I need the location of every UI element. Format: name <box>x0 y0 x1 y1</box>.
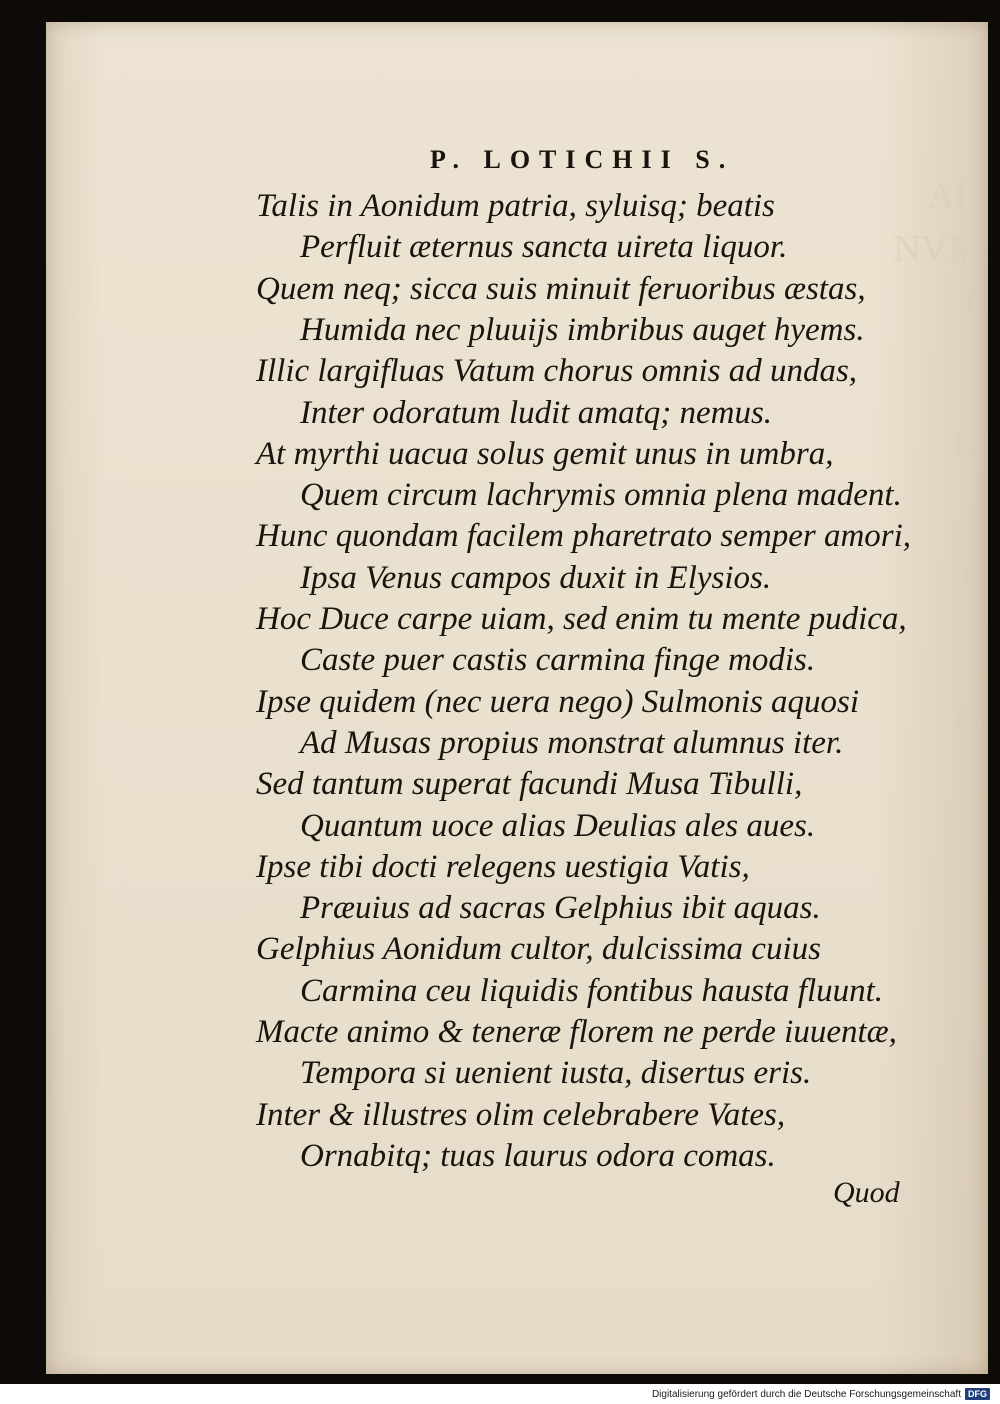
verse-line: Ipse quidem (nec uera nego) Sulmonis aquosi <box>256 683 860 720</box>
verse-line: Ipse tibi docti relegens uestigia Vatis, <box>256 848 750 885</box>
verse-line: Sed tantum superat facundi Musa Tibulli, <box>256 766 803 803</box>
verse-line-indented: Ad Musas propius monstrat alumnus iter. <box>300 724 844 761</box>
verse-line-indented: Perfluit æternus sancta uireta liquor. <box>300 229 788 266</box>
verse-line-indented: Inter odoratum ludit amatq; nemus. <box>300 394 773 431</box>
verse-line: Quem neq; sicca suis minuit feruoribus æstas, <box>256 270 866 307</box>
footer-credit: Digitalisierung gefördert durch die Deutsche Forschungsgemeinschaft <box>651 1388 961 1400</box>
dfg-logo-icon: DFG <box>965 1388 990 1400</box>
verse-line-indented: Ornabitq; tuas laurus odora comas. <box>300 1137 776 1174</box>
running-head: P. LOTICHII S. <box>430 145 735 174</box>
verse-line-indented: Quantum uoce alias Deulias ales aues. <box>300 807 816 844</box>
verse-line-indented: Carmina ceu liquidis fontibus hausta fluunt. <box>300 972 884 1009</box>
verse-line-indented: Quem circum lachrymis omnia plena madent. <box>300 477 902 514</box>
catchword: Quod <box>833 1176 900 1209</box>
verse-line-indented: Tempora si uenient iusta, disertus eris. <box>300 1055 812 1092</box>
bleed-through-glyph: S <box>960 560 982 603</box>
verse-line-indented: Humida nec pluuijs imbribus auget hyems. <box>300 311 865 348</box>
bleed-through-glyph: Q <box>954 699 982 742</box>
bleed-through-glyph: NVM <box>893 228 982 271</box>
verse-line-indented: Caste puer castis carmina finge modis. <box>300 642 816 679</box>
bleed-through-glyph: Q <box>954 421 982 464</box>
verse-line: Inter & illustres olim celebrabere Vates, <box>256 1096 786 1133</box>
verse-line-indented: Præuius ad sacras Gelphius ibit aquas. <box>300 890 821 927</box>
verse-line: Hunc quondam facilem pharetrato semper amori, <box>256 518 912 555</box>
bleed-through-glyph: T <box>958 281 982 324</box>
verse-line: Talis in Aonidum patria, syluisq; beatis <box>256 188 775 224</box>
verse-line: Illic largifluas Vatum chorus omnis ad undas, <box>256 353 858 390</box>
footer-bar <box>0 1384 1000 1404</box>
verse-line-indented: Ipsa Venus campos duxit in Elysios. <box>300 559 772 596</box>
bleed-through-glyph: AD <box>927 175 982 217</box>
verse-line: Gelphius Aonidum cultor, dulcissima cuius <box>256 931 821 968</box>
verse-line: Macte animo & teneræ florem ne perde iuuentæ, <box>256 1014 897 1050</box>
verse-line: At myrthi uacua solus gemit unus in umbra, <box>256 435 834 472</box>
verse-line: Hoc Duce carpe uiam, sed enim tu mente pudica, <box>256 601 907 637</box>
